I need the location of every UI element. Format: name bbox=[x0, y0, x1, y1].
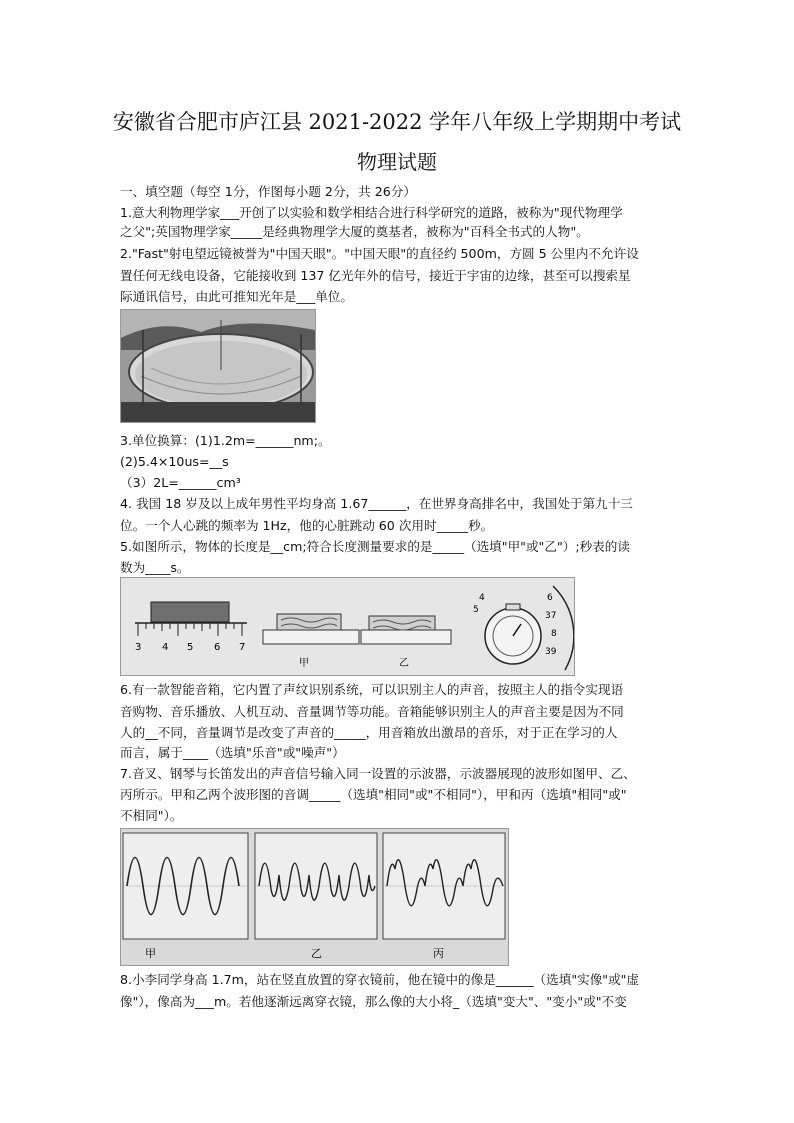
text-line: 2."Fast"射电望远镜被誉为"中国天眼"。"中国天眼"的直径约 500m，方圆 5 公里内不允许设 bbox=[120, 246, 639, 261]
text-line: 际通讯信号，由此可推知光年是___单位。 bbox=[120, 289, 353, 304]
stopwatch-mark: 5 bbox=[473, 605, 479, 615]
text-line: 3.单位换算：(1)1.2m=______nm;。 bbox=[120, 433, 331, 448]
text-line: 7.音叉、钢琴与长笛发出的声音信号输入同一设置的示波器，示波器展现的波形如图甲、乙、 bbox=[120, 766, 636, 781]
fig-label-jia: 甲 bbox=[299, 658, 309, 669]
text-line: 1.意大利物理学家___开创了以实验和数学相结合进行科学研究的道路，被称为"现代物理学 bbox=[120, 205, 623, 220]
text-line: （3）2L=______cm³ bbox=[120, 475, 241, 490]
waveform-label-bing: 丙 bbox=[433, 947, 444, 960]
waveform-label-yi: 乙 bbox=[311, 947, 322, 960]
stopwatch-mark: 6 bbox=[547, 593, 553, 603]
ruler-tick-label: 4 bbox=[162, 642, 169, 653]
fast-telescope-photo bbox=[120, 309, 316, 423]
text-line: 5.如图所示，物体的长度是__cm;符合长度测量要求的是_____（选填"甲"或"乙"）;秒表的读 bbox=[120, 539, 630, 554]
text-line: 置任何无线电设备，它能接收到 137 亿光年外的信号，接近于宇宙的边缘，甚至可以搜索星 bbox=[120, 268, 631, 283]
text-line: 4. 我国 18 岁及以上成年男性平均身高 1.67______，在世界身高排名中，我国处于第九十三 bbox=[120, 496, 633, 511]
text-line: 8.小李同学身高 1.7m，站在竖直放置的穿衣镜前，他在镜中的像是______（选填"实像"或"虚 bbox=[120, 972, 640, 987]
text-line: 数为____s。 bbox=[120, 560, 190, 575]
text-line: 之父";英国物理学家_____是经典物理学大厦的奠基者，被称为"百科全书式的人物"。 bbox=[120, 224, 589, 239]
stopwatch-mark: 8 bbox=[551, 629, 557, 639]
text-line: 人的__不同，音量调节是改变了声音的_____，用音箱放出激昂的音乐，对于正在学习的人 bbox=[120, 725, 618, 740]
stopwatch-mark: 4 bbox=[479, 593, 485, 603]
waveform-figure bbox=[120, 828, 509, 966]
text-line: 音购物、音乐播放、人机互动、音量调节等功能。音箱能够识别主人的声音主要是因为不同 bbox=[120, 704, 624, 719]
text-line: 不相同"）。 bbox=[120, 808, 183, 823]
fig-label-yi: 乙 bbox=[399, 658, 409, 669]
text-line: 而言，属于____（选填"乐音"或"噪声"） bbox=[120, 745, 345, 760]
title-line-2: 物理试题 bbox=[357, 150, 437, 174]
ruler-tick-label: 3 bbox=[135, 642, 142, 653]
ruler-tick-label: 5 bbox=[187, 642, 194, 653]
text-line: 6.有一款智能音箱，它内置了声纹识别系统，可以识别主人的声音，按照主人的指令实现语 bbox=[120, 682, 624, 697]
text-line: 位。一个人心跳的频率为 1Hz，他的心脏跳动 60 次用时_____秒。 bbox=[120, 518, 494, 533]
ruler-tick-label: 6 bbox=[214, 642, 221, 653]
section-heading: 一、填空题（每空 1分，作图每小题 2分，共 26分） bbox=[120, 184, 416, 199]
ruler-tick-label: 7 bbox=[239, 642, 246, 653]
stopwatch-mark: 39 bbox=[545, 647, 557, 657]
title-line-1: 安徽省合肥市庐江县 2021-2022 学年八年级上学期期中考试 bbox=[112, 110, 682, 134]
ruler-stopwatch-figure bbox=[120, 577, 575, 676]
text-line: 像"），像高为___m。若他逐渐远离穿衣镜，那么像的大小将_（选填"变大"、"变小"或"不变 bbox=[120, 994, 627, 1009]
waveform-label-jia: 甲 bbox=[145, 947, 156, 960]
text-line: (2)5.4×10us=__s bbox=[120, 454, 229, 469]
stopwatch-mark: 37 bbox=[545, 611, 557, 621]
text-line: 丙所示。甲和乙两个波形图的音调_____（选填"相同"或"不相同"），甲和丙（选填"相同"或" bbox=[120, 787, 627, 802]
